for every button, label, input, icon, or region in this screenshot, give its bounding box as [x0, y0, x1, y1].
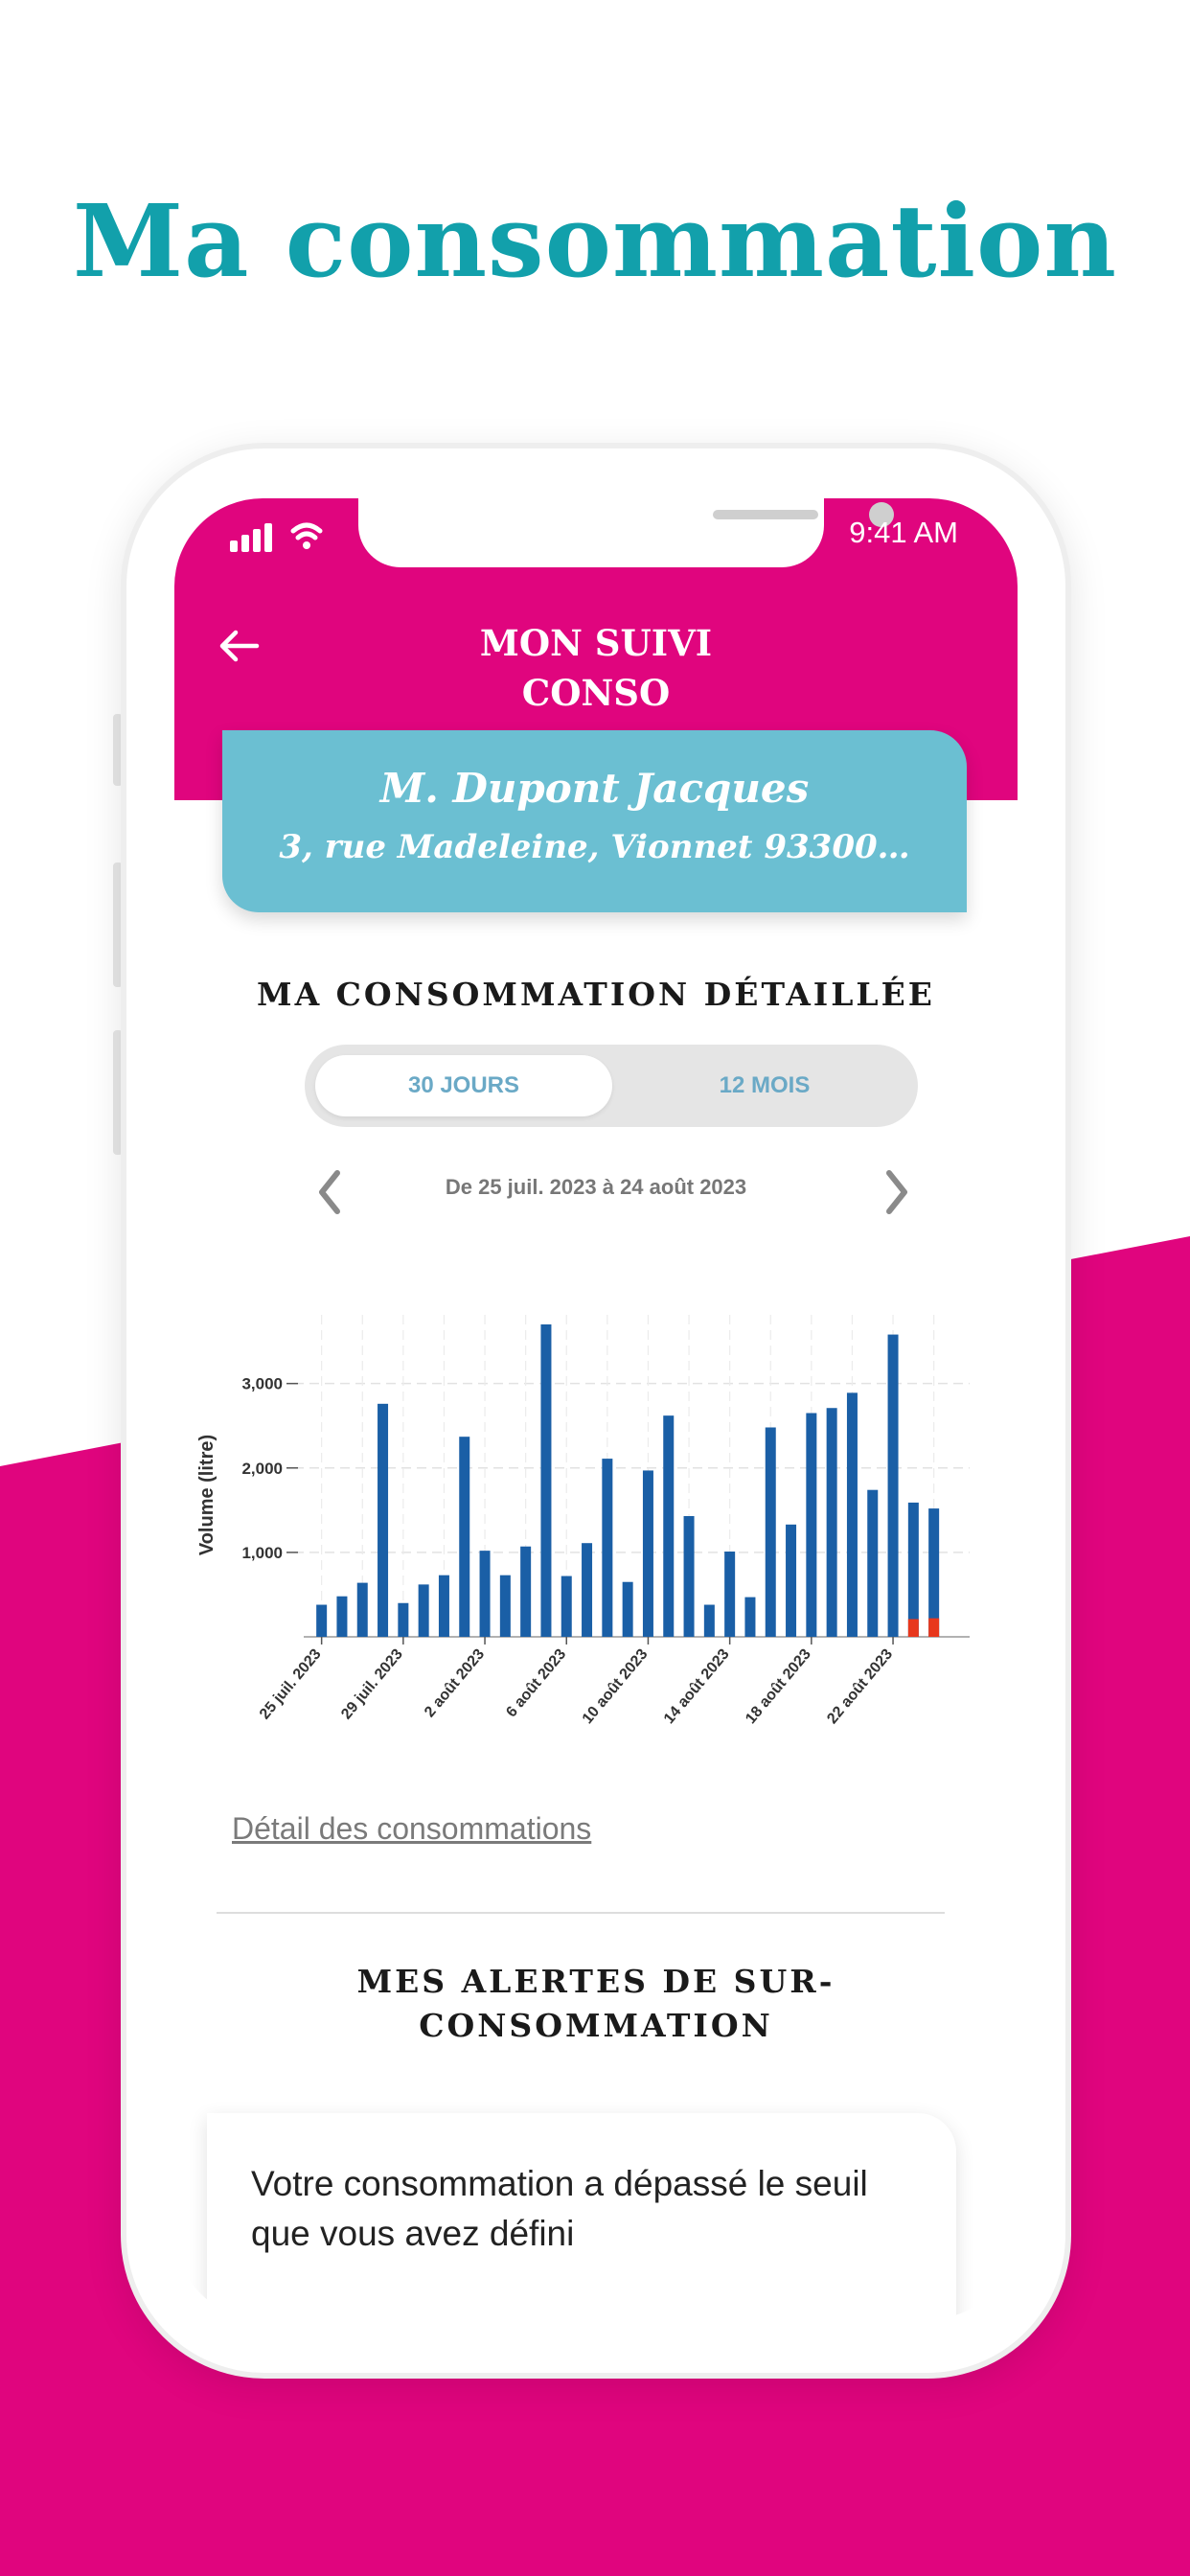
app-title-line1: MON SUIVI — [479, 622, 713, 664]
chart-bar — [663, 1415, 674, 1637]
chart-bar — [867, 1490, 878, 1637]
chart-bar — [439, 1576, 449, 1637]
chart-bar — [357, 1583, 368, 1637]
chart-bar — [336, 1597, 347, 1637]
next-period-icon[interactable] — [876, 1163, 918, 1221]
section-divider — [217, 1912, 945, 1914]
phone-screen — [174, 498, 1018, 2319]
chart-bar — [704, 1605, 715, 1637]
chart-bar — [786, 1525, 796, 1637]
x-tick-label: 29 juil. 2023 — [338, 1645, 406, 1723]
alert-card-text: Votre consommation a dépassé le seuil que vous avez défini — [251, 2164, 868, 2253]
x-tick-label: 18 août 2023 — [743, 1645, 814, 1728]
previous-period-icon[interactable] — [309, 1163, 351, 1221]
chart-bar — [766, 1427, 776, 1637]
chart-svg — [174, 1284, 1018, 1821]
consumption-detail-link[interactable]: Détail des consommations — [232, 1811, 592, 1846]
x-tick-label: 10 août 2023 — [579, 1645, 652, 1728]
chart-bar — [316, 1605, 327, 1637]
alerts-section-title — [174, 1960, 1018, 2048]
chart-bar — [908, 1503, 919, 1637]
back-arrow-icon[interactable] — [217, 623, 263, 669]
alerts-title-line1: MES ALERTES DE SUR- — [356, 1963, 835, 2000]
y-tick-label: 3,000 — [241, 1374, 283, 1393]
consumption-chart — [174, 1284, 1018, 1728]
chart-bar — [928, 1508, 939, 1637]
chart-bar — [623, 1582, 633, 1637]
chart-bar — [520, 1547, 531, 1637]
tab-12-months[interactable]: 12 MOIS — [719, 1072, 811, 1098]
user-card — [222, 730, 967, 912]
x-tick-label: 14 août 2023 — [660, 1645, 733, 1728]
x-tick-label: 2 août 2023 — [422, 1645, 489, 1721]
user-address: 3, rue Madeleine, Vionnet 93300… — [279, 828, 910, 866]
period-toggle — [305, 1045, 918, 1127]
alerts-title-line2: CONSOMMATION — [419, 2007, 773, 2044]
chart-bar-overage — [928, 1619, 939, 1637]
x-tick-label: 6 août 2023 — [503, 1645, 570, 1721]
chart-bar — [480, 1551, 491, 1637]
chart-bar — [643, 1470, 653, 1637]
chart-bar — [459, 1437, 469, 1637]
chart-bar — [500, 1576, 511, 1637]
y-tick-label: 2,000 — [241, 1459, 283, 1478]
app-title — [404, 618, 788, 718]
status-icons — [230, 518, 335, 561]
chart-bar — [419, 1584, 429, 1637]
chart-bar — [888, 1335, 899, 1637]
phone-notch — [358, 498, 824, 567]
signal-wifi-icon — [230, 518, 335, 556]
tab-30-days[interactable]: 30 JOURS — [315, 1055, 612, 1116]
x-tick-label: 25 juil. 2023 — [256, 1645, 325, 1723]
chart-bar — [378, 1404, 388, 1637]
chart-bar — [684, 1516, 695, 1637]
chart-bar — [744, 1598, 755, 1637]
app-title-line2: CONSO — [521, 672, 671, 714]
chart-bar — [540, 1324, 551, 1637]
chart-bar — [561, 1576, 572, 1637]
chart-bar — [398, 1603, 408, 1637]
chart-bar — [602, 1459, 612, 1637]
phone-speaker — [713, 510, 818, 519]
user-name: M. Dupont Jacques — [379, 765, 810, 812]
consumption-section-title: MA CONSOMMATION DÉTAILLÉE — [257, 976, 935, 1013]
x-tick-label: 22 août 2023 — [824, 1645, 897, 1728]
status-time: 9:41 AM — [849, 516, 958, 549]
period-label: De 25 juil. 2023 à 24 août 2023 — [445, 1175, 747, 1199]
chart-bar — [806, 1414, 816, 1637]
alert-card[interactable] — [207, 2113, 956, 2319]
y-tick-label: 1,000 — [241, 1543, 283, 1562]
chart-bar-overage — [908, 1619, 919, 1637]
chart-bar — [827, 1408, 837, 1637]
y-axis-label: Volume (litre) — [196, 1434, 217, 1556]
chart-bar — [582, 1543, 592, 1637]
chart-bar — [724, 1552, 735, 1637]
page-headline: Ma consommation — [73, 182, 1117, 300]
chart-bar — [847, 1392, 858, 1637]
